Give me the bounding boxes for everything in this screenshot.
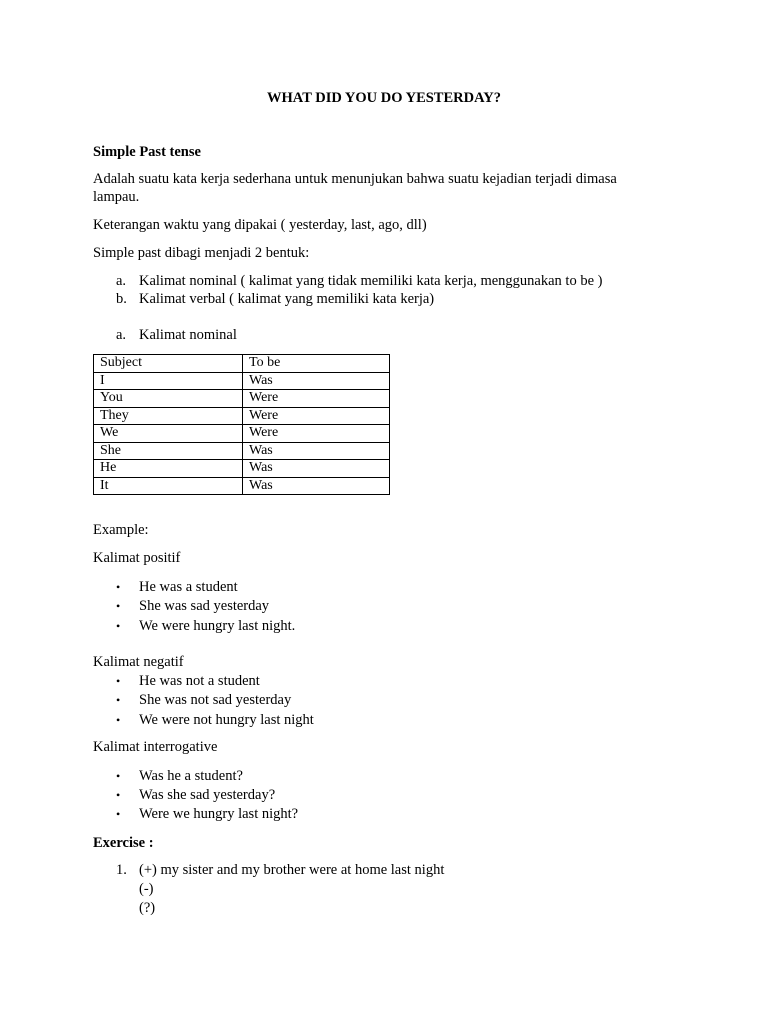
to-be-cell: Was [243, 372, 390, 390]
exercise-line-question: (?) [139, 900, 156, 916]
example-label: Example: [93, 522, 149, 538]
exercise-label: Exercise : [93, 835, 154, 851]
table-header-row [94, 355, 390, 373]
subject-cell: They [94, 407, 243, 425]
table-row [94, 390, 390, 408]
exercise-line-positive: (+) my sister and my brother were at home last night [139, 862, 445, 878]
bullet-icon: • [116, 674, 121, 688]
table-row [94, 477, 390, 495]
time-keywords: Keterangan waktu yang dipakai ( yesterday, last, ago, dll) [93, 217, 427, 233]
bullet-icon: • [116, 619, 121, 633]
section-heading: Simple Past tense [93, 144, 201, 160]
subject-cell: We [94, 425, 243, 443]
interrogative-item: Was she sad yesterday? [139, 787, 276, 803]
to-be-cell: Were [243, 390, 390, 408]
table-row [94, 442, 390, 460]
interrogative-label: Kalimat interrogative [93, 739, 218, 755]
to-be-cell: Were [243, 425, 390, 443]
table-row [94, 372, 390, 390]
form-b-marker: b. [116, 291, 127, 307]
negative-label: Kalimat negatif [93, 654, 184, 670]
negative-item: She was not sad yesterday [139, 692, 292, 708]
bullet-icon: • [116, 713, 121, 727]
subject-cell: It [94, 477, 243, 495]
form-b-text: Kalimat verbal ( kalimat yang memiliki kata kerja) [139, 291, 435, 307]
interrogative-item: Was he a student? [139, 768, 243, 784]
subject-cell: He [94, 460, 243, 478]
to-be-cell: Was [243, 460, 390, 478]
bullet-icon: • [116, 580, 121, 594]
exercise-line-negative: (-) [139, 881, 154, 897]
negative-item: We were not hungry last night [139, 712, 314, 728]
exercise-number: 1. [116, 862, 127, 878]
header-subject: Subject [94, 355, 243, 373]
page-title: WHAT DID YOU DO YESTERDAY? [267, 90, 501, 106]
header-to-be: To be [243, 355, 390, 373]
form-a-marker: a. [116, 273, 127, 289]
nominal-heading-marker: a. [116, 327, 127, 343]
table-row [94, 460, 390, 478]
subject-cell: I [94, 372, 243, 390]
interrogative-item: Were we hungry last night? [139, 806, 299, 822]
bullet-icon: • [116, 599, 121, 613]
to-be-cell: Was [243, 442, 390, 460]
to-be-cell: Were [243, 407, 390, 425]
positive-item: She was sad yesterday [139, 598, 270, 614]
definition-line-1: Adalah suatu kata kerja sederhana untuk menunjukan bahwa suatu kejadian terjadi dimasa [93, 171, 617, 187]
bullet-icon: • [116, 769, 121, 783]
bullet-icon: • [116, 788, 121, 802]
definition-line-2: lampau. [93, 189, 140, 205]
table-row [94, 425, 390, 443]
bullet-icon: • [116, 807, 121, 821]
form-a-text: Kalimat nominal ( kalimat yang tidak memiliki kata kerja, menggunakan to be ) [139, 273, 603, 289]
subject-cell: She [94, 442, 243, 460]
forms-intro: Simple past dibagi menjadi 2 bentuk: [93, 245, 310, 261]
positive-item: We were hungry last night. [139, 618, 296, 634]
to-be-cell: Was [243, 477, 390, 495]
bullet-icon: • [116, 693, 121, 707]
positive-label: Kalimat positif [93, 550, 181, 566]
subject-cell: You [94, 390, 243, 408]
negative-item: He was not a student [139, 673, 260, 689]
table-row [94, 407, 390, 425]
positive-item: He was a student [139, 579, 238, 595]
nominal-heading-text: Kalimat nominal [139, 327, 237, 343]
to-be-table [93, 354, 390, 495]
